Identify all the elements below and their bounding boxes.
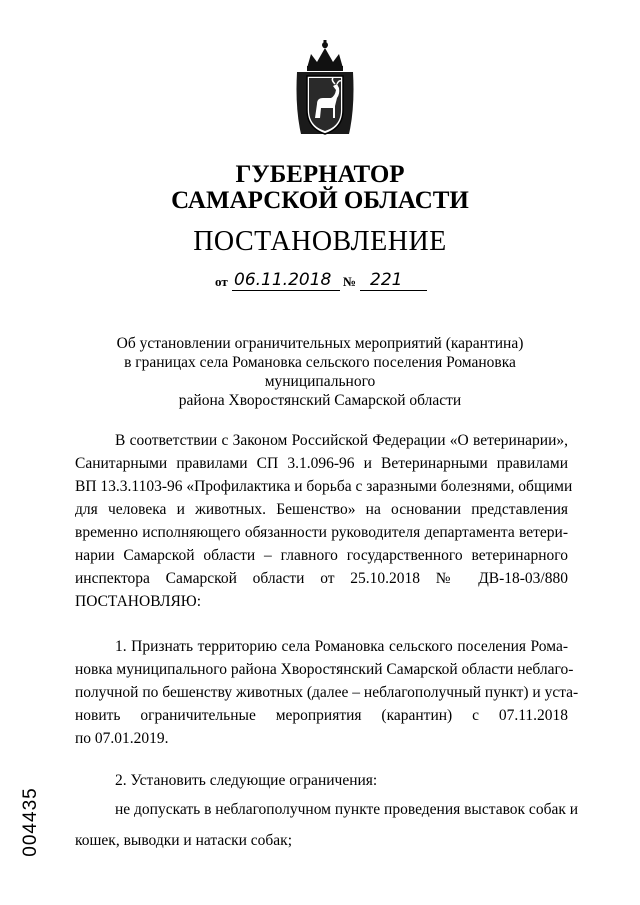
subject-line: Об установлении ограничительных мероприятий (карантина) — [116, 335, 524, 352]
date-prefix: от — [215, 274, 228, 289]
text-line: 2. Установить следующие ограничения: — [115, 772, 378, 789]
text-line: Санитарными правилами СП 3.1.096-96 и Ветеринарными правилами — [75, 455, 568, 472]
subject-line: района Хворостянский Самарской области — [178, 392, 462, 409]
text-line: не допускать в неблагополучном пункте проведения выставок собак и — [115, 801, 579, 818]
stamp-number-text: 004435 — [20, 787, 41, 857]
preamble-paragraph — [75, 429, 573, 613]
date-underline — [232, 290, 340, 291]
text-line: временно исполняющего обязанности руководителя департамента ветери- — [75, 524, 568, 541]
text-line: кошек, выводки и натаски собак; — [75, 832, 293, 849]
governor-title-line2: САМАРСКОЙ ОБЛАСТИ — [171, 187, 469, 214]
item-1-paragraph — [75, 635, 579, 750]
text-line: В соответствии с Законом Российской Федерации «О ветеринарии», — [115, 432, 568, 449]
text-line: ВП 13.3.1103-96 «Профилактика и борьба с заразными болезнями, общими — [75, 478, 573, 495]
governor-title-line1: ГУБЕРНАТОР — [235, 161, 405, 188]
text-line: 1. Признать территорию села Романовка сельского поселения Рома- — [115, 638, 568, 655]
registration-stamp-number — [16, 772, 46, 872]
text-line: для человека и животных. Бешенство» на основании представления — [75, 501, 568, 518]
text-line: новка муниципального района Хворостянский Самарской области неблаго- — [75, 661, 574, 678]
date-number-line — [215, 270, 445, 294]
number-prefix: № — [343, 274, 357, 289]
date-value: 06.11.2018 — [234, 270, 332, 290]
text-line: новить ограничительные мероприятия (карантин) с 07.11.2018 — [75, 707, 568, 724]
text-line: ПОСТАНОВЛЯЮ: — [75, 593, 202, 610]
text-line: инспектора Самарской области от 25.10.2018 № ДВ-18-03/880 — [75, 570, 568, 587]
number-underline — [360, 290, 427, 291]
text-line: нарии Самарской области – главного государственного ветеринарного — [75, 547, 568, 564]
item-2-paragraph — [75, 769, 579, 852]
document-type-title: ПОСТАНОВЛЕНИЕ — [193, 226, 447, 257]
number-value: 221 — [370, 270, 403, 290]
text-line: получной по бешенству животных (далее – неблагополучный пункт) и уста- — [75, 684, 579, 701]
samara-coat-of-arms-icon — [293, 38, 357, 140]
decree-subject — [70, 334, 570, 410]
text-line: по 07.01.2019. — [75, 730, 169, 747]
subject-line: в границах села Романовка сельского поселения Романовка муниципального — [124, 354, 516, 390]
